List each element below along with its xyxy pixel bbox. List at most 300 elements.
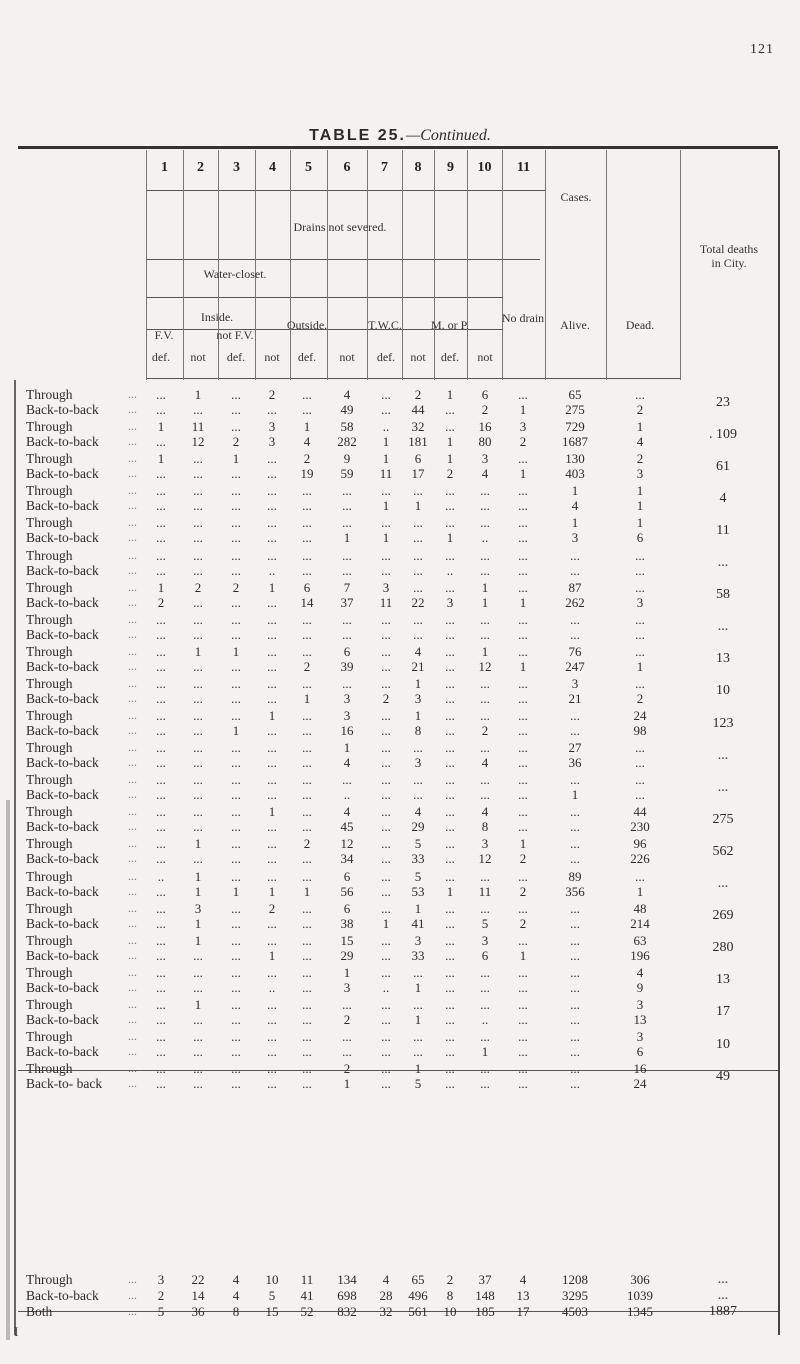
row-label-back-to-back: Back-to-back <box>26 402 99 417</box>
table-cell: 3 <box>194 900 202 916</box>
table-cell: ... <box>302 562 312 578</box>
table-cell: 6 <box>636 530 644 546</box>
table-cell: ... <box>518 900 528 916</box>
table-cell: 3 <box>268 434 276 450</box>
table-cell: ... <box>480 690 490 706</box>
table-cell: ... <box>518 530 528 546</box>
table-cell: 1 <box>232 451 240 467</box>
table-cell: 12 <box>478 658 492 674</box>
table-cell: ... <box>381 1044 391 1059</box>
table-cell: ... <box>156 996 166 1012</box>
table-cell: 247 <box>565 658 585 674</box>
table-cell: ... <box>518 723 528 738</box>
table-cell: ... <box>445 851 455 867</box>
table-cell: 2 <box>519 883 527 899</box>
table-cell: 45 <box>340 819 354 835</box>
table-cell: ... <box>302 1044 312 1059</box>
leader-dots: ... <box>128 947 137 962</box>
header-def: def. <box>440 350 460 364</box>
leader-dots: ... <box>128 979 137 994</box>
table-cell: ... <box>302 498 312 514</box>
table-cell: ... <box>231 626 241 642</box>
table-cell: 1 <box>268 804 276 820</box>
table-cell: 13 <box>516 1288 530 1303</box>
table-cell: ... <box>231 947 241 963</box>
table-cell: 1 <box>382 915 390 931</box>
table-cell: ... <box>445 915 455 931</box>
table-cell: 1 <box>343 740 351 756</box>
table-cell: ... <box>302 772 312 788</box>
leader-dots: ... <box>128 819 137 834</box>
table-cell: ... <box>193 515 203 531</box>
table-cell: ... <box>267 451 277 467</box>
table-cell: ... <box>302 387 312 402</box>
leader-dots: ... <box>128 515 137 530</box>
table-cell: ... <box>156 1011 166 1027</box>
table-cell: 65 <box>411 1272 425 1287</box>
table-cell: ... <box>381 626 391 642</box>
table-cell: ... <box>445 626 455 642</box>
table-cell: ... <box>156 947 166 963</box>
table-cell: 6 <box>481 947 489 963</box>
table-cell: ... <box>267 932 277 948</box>
table-cell: 14 <box>300 594 314 610</box>
header-inside: Inside. <box>200 310 234 324</box>
table-cell: ... <box>518 498 528 514</box>
table-cell: 1 <box>519 947 527 963</box>
header-vline <box>606 150 607 380</box>
table-cell: ... <box>480 483 490 499</box>
table-cell: ... <box>231 611 241 627</box>
header-rule <box>146 378 680 379</box>
leader-dots: ... <box>128 723 137 737</box>
table-cell: 9 <box>636 979 644 995</box>
table-cell: ... <box>342 611 352 627</box>
table-cell: ... <box>342 515 352 531</box>
table-cell: 96 <box>633 836 647 852</box>
table-cell: ... <box>231 868 241 884</box>
table-cell: ... <box>231 851 241 867</box>
table-cell: 1 <box>414 1011 422 1027</box>
column-number: 11 <box>516 160 531 175</box>
table-cell: ... <box>231 804 241 820</box>
row-label-back-to-back: Back-to-back <box>26 498 99 514</box>
table-cell: ... <box>193 772 203 788</box>
table-cell: ... <box>570 915 580 931</box>
table-cell: ... <box>570 626 580 642</box>
table-cell: ... <box>156 690 166 706</box>
column-number: 3 <box>233 160 240 175</box>
table-cell: ... <box>445 1044 455 1059</box>
leader-dots: ... <box>128 883 137 898</box>
header-fv: F.V. <box>154 328 174 342</box>
total-deaths-cell: ... <box>717 1272 729 1287</box>
leader-dots: ... <box>128 402 137 416</box>
table-cell: ... <box>156 755 166 771</box>
table-cell: 6 <box>636 1044 644 1059</box>
table-cell: 27 <box>568 740 582 756</box>
leader-dots: ... <box>128 804 137 819</box>
table-cell: ... <box>381 772 391 788</box>
table-cell: ... <box>302 947 312 963</box>
table-cell: 21 <box>411 658 425 674</box>
table-cell: ... <box>267 643 277 659</box>
table-cell: ... <box>267 772 277 788</box>
table-cell: 403 <box>565 466 585 482</box>
header-not: not <box>339 350 355 364</box>
page-edge-shadow <box>6 800 10 1340</box>
table-cell: ... <box>302 932 312 948</box>
table-cell: ... <box>570 1044 580 1059</box>
table-cell: 1 <box>414 498 422 514</box>
table-cell: ... <box>381 740 391 756</box>
column-number: 2 <box>197 160 204 175</box>
table-cell: ... <box>445 740 455 756</box>
table-cell: 4 <box>571 498 579 514</box>
table-cell: 63 <box>633 932 647 948</box>
table-cell: ... <box>381 996 391 1012</box>
table-cell: 1 <box>519 594 527 610</box>
table-cell: 59 <box>340 466 354 482</box>
table-cell: ... <box>381 851 391 867</box>
table-cell: 185 <box>475 1304 495 1319</box>
table-rule <box>18 146 778 149</box>
table-cell: ... <box>570 996 580 1012</box>
table-cell: ... <box>156 787 166 803</box>
header-vline <box>146 150 147 380</box>
table-cell: 1 <box>519 466 527 482</box>
table-cell: 1 <box>519 836 527 852</box>
table-cell: 2 <box>194 579 202 595</box>
table-cell: ... <box>445 708 455 723</box>
leader-dots: ... <box>128 1011 137 1026</box>
table-cell: ... <box>342 996 352 1012</box>
table-cell: ... <box>267 1029 277 1044</box>
table-cell: 2 <box>232 434 240 450</box>
table-cell: ... <box>231 658 241 674</box>
table-cell: ... <box>231 787 241 803</box>
header-rule <box>146 190 545 191</box>
table-cell: 1 <box>232 643 240 659</box>
row-label-through: Through <box>26 708 73 723</box>
table-cell: ... <box>231 419 241 435</box>
total-deaths-cell: 23 <box>716 394 730 410</box>
table-cell: ... <box>156 1061 166 1077</box>
table-cell: ... <box>302 611 312 627</box>
leader-dots: ... <box>128 626 137 641</box>
table-cell: ... <box>445 515 455 531</box>
table-cell: 1 <box>414 979 422 995</box>
table-cell: ... <box>413 772 423 788</box>
column-number: 8 <box>414 160 422 175</box>
table-cell: 3 <box>414 932 422 948</box>
table-cell: ... <box>156 915 166 931</box>
table-cell: ... <box>635 643 645 659</box>
table-cell: 1 <box>636 658 644 674</box>
table-cell: ... <box>518 740 528 756</box>
header-def: def. <box>226 350 246 364</box>
table-cell: 6 <box>343 900 351 916</box>
table-cell: 11 <box>379 594 393 610</box>
table-cell: 11 <box>300 1272 314 1287</box>
table-cell: 5 <box>414 1076 422 1092</box>
table-cell: 3 <box>157 1272 165 1287</box>
table-cell: 87 <box>568 579 582 595</box>
table-cell: ... <box>302 964 312 980</box>
table-cell: ... <box>156 402 166 417</box>
leader-dots: ... <box>128 932 137 947</box>
table-cell: 1 <box>446 451 454 467</box>
table-cell: ... <box>445 658 455 674</box>
table-cell: 48 <box>633 900 647 916</box>
table-cell: ... <box>302 530 312 546</box>
row-label-through: Through <box>26 1061 73 1077</box>
table-cell: 10 <box>265 1272 279 1287</box>
row-label-back-to-back: Back-to-back <box>26 947 99 963</box>
table-cell: ... <box>635 675 645 691</box>
total-deaths-cell: ... <box>717 876 729 891</box>
table-cell: ... <box>381 1029 391 1044</box>
table-cell: ... <box>231 1061 241 1077</box>
leader-dots: ... <box>128 964 137 979</box>
table-cell: 5 <box>414 836 422 852</box>
table-cell: ... <box>445 772 455 788</box>
table-cell: 2 <box>519 915 527 931</box>
table-cell: 36 <box>568 755 582 771</box>
table-cell: ... <box>267 964 277 980</box>
table-cell: ... <box>156 466 166 482</box>
table-cell: ... <box>445 611 455 627</box>
table-cell: 2 <box>481 402 489 417</box>
table-cell: ... <box>570 819 580 835</box>
table-cell: 44 <box>411 402 425 417</box>
leader-dots: ... <box>128 1061 137 1076</box>
table-cell: ... <box>445 979 455 995</box>
leader-dots: ... <box>128 787 137 802</box>
table-cell: 1 <box>571 483 579 499</box>
total-deaths-cell: 269 <box>712 908 734 924</box>
leader-dots: ... <box>128 483 137 498</box>
table-cell: 14 <box>191 1288 205 1303</box>
table-cell: ... <box>381 755 391 771</box>
total-deaths-cell: 13 <box>716 972 730 988</box>
table-cell: ... <box>342 562 352 578</box>
table-cell: 3 <box>343 690 351 706</box>
table-cell: ... <box>193 804 203 820</box>
table-cell: ... <box>231 562 241 578</box>
total-deaths-cell: 11 <box>716 522 730 538</box>
header-def: def. <box>376 350 396 364</box>
table-cell: ... <box>267 836 277 852</box>
leader-dots: ... <box>128 708 137 722</box>
total-deaths-cell: 58 <box>716 587 730 603</box>
table-cell: ... <box>302 1061 312 1077</box>
table-cell: 3 <box>481 451 489 467</box>
table-cell: 1 <box>194 996 202 1012</box>
table-cell: 22 <box>411 594 425 610</box>
table-cell: .. <box>382 419 390 435</box>
table-cell: 3 <box>446 594 454 610</box>
row-label-through: Through <box>26 611 73 627</box>
table-cell: ... <box>518 515 528 531</box>
table-cell: 1 <box>382 451 390 467</box>
table-cell: ... <box>381 1011 391 1027</box>
column-number: 1 <box>161 160 168 175</box>
leader-dots: ... <box>128 1044 137 1058</box>
table-cell: 4 <box>303 434 311 450</box>
table-cell: ... <box>445 483 455 499</box>
leader-dots: ... <box>128 530 137 545</box>
row-label-through: Through <box>26 451 73 467</box>
table-cell: 230 <box>630 819 650 835</box>
table-cell: ... <box>156 658 166 674</box>
table-cell: 56 <box>340 883 354 899</box>
table-cell: 1 <box>481 643 489 659</box>
table-cell: ... <box>445 755 455 771</box>
table-cell: 58 <box>340 419 354 435</box>
table-cell: 3 <box>481 836 489 852</box>
table-cell: ... <box>231 1029 241 1044</box>
row-label-b2b: Back-to-back <box>26 1288 99 1303</box>
table-cell: ... <box>570 1029 580 1044</box>
leader-dots: ... <box>128 451 137 466</box>
table-cell: ... <box>156 611 166 627</box>
table-cell: ... <box>193 626 203 642</box>
table-cell: 11 <box>478 883 492 899</box>
data-left-border <box>14 380 16 1335</box>
table-cell: ... <box>570 708 580 723</box>
table-cell: ... <box>156 723 166 738</box>
table-cell: 4 <box>382 1272 390 1287</box>
table-cell: ... <box>480 498 490 514</box>
table-cell: ... <box>480 708 490 723</box>
table-cell: ... <box>445 675 455 691</box>
table-cell: ... <box>342 772 352 788</box>
table-cell: ... <box>267 1044 277 1059</box>
table-cell: ... <box>231 819 241 835</box>
leader-dots: ... <box>128 419 137 434</box>
table-cell: ... <box>381 387 391 402</box>
table-cell: ... <box>267 755 277 771</box>
table-cell: 3 <box>343 708 351 723</box>
table-cell: ... <box>302 1029 312 1044</box>
title-table: TABLE 25. <box>309 127 406 144</box>
table-cell: ... <box>231 900 241 916</box>
header-no-drain: No drain <box>501 311 545 325</box>
table-cell: ... <box>635 611 645 627</box>
table-cell: ... <box>302 804 312 820</box>
leader-dots: ... <box>128 547 137 562</box>
table-cell: 2 <box>519 434 527 450</box>
table-cell: ... <box>518 755 528 771</box>
leader-dots: ... <box>128 836 137 851</box>
table-cell: ... <box>381 675 391 691</box>
table-cell: 76 <box>568 643 582 659</box>
table-cell: 1 <box>481 1044 489 1059</box>
table-cell: ... <box>570 547 580 563</box>
table-cell: 1039 <box>627 1288 653 1303</box>
table-cell: ... <box>193 562 203 578</box>
table-cell: ... <box>445 419 455 435</box>
table-cell: 2 <box>636 402 644 417</box>
table-cell: ... <box>445 723 455 738</box>
table-cell: .. <box>446 562 454 578</box>
table-cell: ... <box>193 740 203 756</box>
table-cell: ... <box>193 755 203 771</box>
leader-dots: ... <box>128 594 137 609</box>
table-cell: ... <box>156 547 166 563</box>
table-cell: ... <box>156 804 166 820</box>
table-cell: ... <box>518 675 528 691</box>
table-cell: ... <box>445 804 455 820</box>
table-cell: ... <box>267 1061 277 1077</box>
table-cell: ... <box>267 498 277 514</box>
header-water-closet: Water-closet. <box>203 267 267 281</box>
table-cell: 134 <box>337 1272 357 1287</box>
row-label-back-to-back: Back-to-back <box>26 594 99 610</box>
table-cell: ... <box>156 900 166 916</box>
table-cell: ... <box>480 868 490 884</box>
table-cell: ... <box>480 1029 490 1044</box>
table-cell: 6 <box>343 643 351 659</box>
total-deaths-cell: 17 <box>716 1004 730 1020</box>
table-cell: .. <box>481 530 489 546</box>
leader-dots: ... <box>128 675 137 690</box>
table-cell: ... <box>156 1044 166 1059</box>
table-cell: ... <box>445 900 455 916</box>
table-cell: ... <box>381 804 391 820</box>
table-cell: ... <box>193 1011 203 1027</box>
table-cell: 17 <box>411 466 425 482</box>
table-cell: ... <box>156 643 166 659</box>
table-cell: ... <box>231 402 241 417</box>
total-deaths-cell: 10 <box>716 1036 730 1052</box>
table-cell: .. <box>157 868 165 884</box>
row-label-through: Through <box>26 868 73 884</box>
row-label-through: Through <box>26 900 73 916</box>
table-cell: 4 <box>519 1272 527 1287</box>
table-cell: ... <box>193 611 203 627</box>
header-vline <box>255 150 256 380</box>
leader-dots: ... <box>128 643 137 658</box>
table-cell: 41 <box>411 915 425 931</box>
table-cell: ... <box>480 772 490 788</box>
table-cell: 6 <box>343 868 351 884</box>
header-drains-not-severed: Drains not severed. <box>293 220 387 234</box>
row-label-back-to-back: Back-to-back <box>26 787 99 803</box>
table-cell: 4503 <box>562 1304 588 1319</box>
table-cell: ... <box>381 787 391 803</box>
leader-dots: ... <box>128 851 137 866</box>
header-not: not <box>190 350 206 364</box>
table-cell: ... <box>570 836 580 852</box>
table-cell: ... <box>480 675 490 691</box>
table-cell: ... <box>302 1011 312 1027</box>
table-cell: 1 <box>343 1076 351 1092</box>
table-cell: 1 <box>636 483 644 499</box>
table-cell: 8 <box>446 1288 454 1303</box>
table-cell: ... <box>193 466 203 482</box>
row-label-back-to-back: Back-to-back <box>26 530 99 546</box>
table-cell: 3 <box>268 419 276 435</box>
header-total-deaths: Total deaths in City. <box>699 242 759 270</box>
table-cell: ... <box>445 402 455 417</box>
table-cell: 1 <box>414 1061 422 1077</box>
table-cell: ... <box>156 979 166 995</box>
table-cell: 7 <box>343 579 351 595</box>
table-cell: ... <box>342 498 352 514</box>
table-cell: ... <box>413 530 423 546</box>
